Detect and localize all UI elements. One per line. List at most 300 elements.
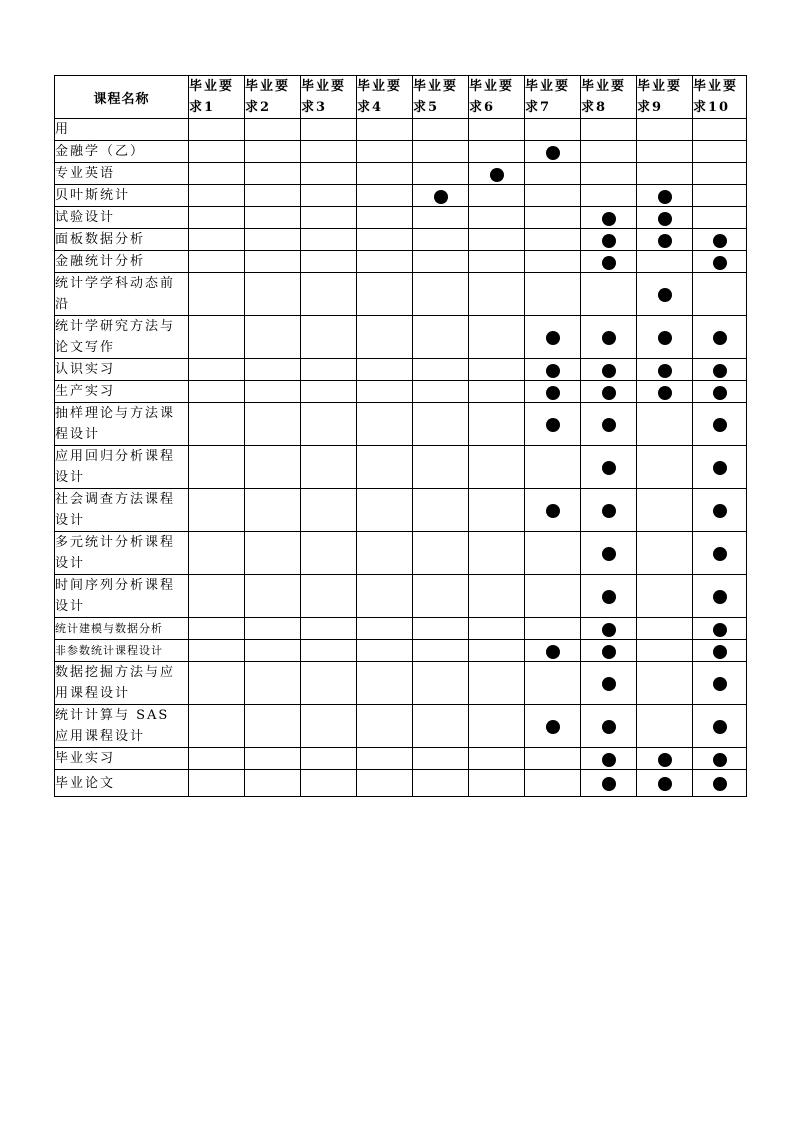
requirement-cell [637,403,693,446]
requirement-cell [581,119,637,141]
requirement-cell [413,575,469,618]
requirement-cell [357,207,413,229]
requirement-cell [693,359,747,381]
requirement-cell [469,575,525,618]
requirement-header: 毕业要求4 [357,76,413,119]
requirement-cell [189,618,245,640]
requirement-cell [637,446,693,489]
requirement-cell [301,316,357,359]
filled-circle-mark-icon [602,645,616,659]
requirement-cell [525,770,581,797]
requirement-cell [357,229,413,251]
requirement-cell [525,705,581,748]
course-name-cell: 非参数统计课程设计 [55,640,189,662]
requirement-cell [413,403,469,446]
filled-circle-mark-icon [713,461,727,475]
requirement-cell [637,163,693,185]
requirement-cell [357,251,413,273]
requirement-cell [469,141,525,163]
requirement-cell [581,273,637,316]
table-row [55,381,747,403]
requirement-cell [189,532,245,575]
filled-circle-mark-icon [713,256,727,270]
course-name-cell: 贝叶斯统计 [55,185,189,207]
requirement-cell [693,532,747,575]
requirement-cell [637,141,693,163]
requirement-cell [693,403,747,446]
requirement-cell [301,640,357,662]
filled-circle-mark-icon [602,256,616,270]
matrix-body [55,119,747,797]
requirement-cell [469,163,525,185]
requirement-cell [357,403,413,446]
requirement-cell [581,359,637,381]
filled-circle-mark-icon [713,547,727,561]
course-name-cell: 数据挖掘方法与应用课程设计 [55,662,189,705]
requirement-cell [469,640,525,662]
table-row [55,359,747,381]
table-row [55,119,747,141]
requirement-cell [413,618,469,640]
requirement-cell [301,748,357,770]
filled-circle-mark-icon [658,234,672,248]
requirement-cell [301,575,357,618]
requirement-cell [637,251,693,273]
course-name-cell: 金融学（乙） [55,141,189,163]
course-name-header: 课程名称 [55,76,189,119]
requirement-cell [357,446,413,489]
requirement-cell [693,618,747,640]
requirement-cell [245,705,301,748]
requirement-cell [413,163,469,185]
requirement-cell [525,532,581,575]
requirement-cell [525,273,581,316]
requirement-cell [245,273,301,316]
requirement-cell [189,705,245,748]
requirement-cell [637,575,693,618]
requirement-cell [357,489,413,532]
requirement-cell [525,403,581,446]
requirement-cell [245,141,301,163]
requirement-cell [637,185,693,207]
requirement-cell [189,381,245,403]
requirement-cell [245,770,301,797]
requirement-cell [413,141,469,163]
filled-circle-mark-icon [602,418,616,432]
requirement-cell [469,316,525,359]
requirement-cell [301,770,357,797]
requirement-cell [245,575,301,618]
filled-circle-mark-icon [713,720,727,734]
course-name-cell: 用 [55,119,189,141]
requirement-cell [413,381,469,403]
filled-circle-mark-icon [602,677,616,691]
course-name-cell: 抽样理论与方法课程设计 [55,403,189,446]
requirement-cell [469,251,525,273]
requirement-cell [357,575,413,618]
requirement-cell [301,381,357,403]
requirement-cell [581,185,637,207]
requirement-cell [189,119,245,141]
table-row [55,618,747,640]
course-name-cell: 应用回归分析课程设计 [55,446,189,489]
requirement-cell [469,532,525,575]
filled-circle-mark-icon [658,777,672,791]
requirement-cell [189,251,245,273]
requirement-cell [581,748,637,770]
requirement-cell [693,489,747,532]
requirement-cell [245,403,301,446]
requirement-cell [301,207,357,229]
table-row [55,748,747,770]
requirement-cell [693,141,747,163]
requirement-cell [189,640,245,662]
requirement-cell [189,359,245,381]
requirement-cell [581,403,637,446]
requirement-cell [469,446,525,489]
requirement-cell [413,185,469,207]
requirement-cell [637,770,693,797]
requirement-header: 毕业要求8 [581,76,637,119]
requirement-cell [189,489,245,532]
requirement-cell [693,662,747,705]
course-name-cell: 面板数据分析 [55,229,189,251]
requirement-cell [637,316,693,359]
requirement-cell [413,662,469,705]
requirement-cell [525,748,581,770]
requirement-cell [413,705,469,748]
filled-circle-mark-icon [658,386,672,400]
requirement-cell [357,381,413,403]
requirement-cell [245,381,301,403]
requirement-cell [413,532,469,575]
filled-circle-mark-icon [602,623,616,637]
requirement-cell [189,446,245,489]
requirement-cell [301,359,357,381]
table-row [55,770,747,797]
requirement-cell [581,163,637,185]
requirement-cell [581,489,637,532]
requirement-cell [301,141,357,163]
requirement-header: 毕业要求9 [637,76,693,119]
requirement-cell [301,532,357,575]
requirement-cell [637,489,693,532]
requirement-cell [637,532,693,575]
filled-circle-mark-icon [546,364,560,378]
requirement-cell [693,446,747,489]
course-name-cell: 毕业实习 [55,748,189,770]
requirement-cell [357,359,413,381]
requirement-cell [413,446,469,489]
requirement-cell [693,640,747,662]
course-name-cell: 统计建模与数据分析 [55,618,189,640]
requirement-cell [357,618,413,640]
requirement-cell [581,662,637,705]
requirement-cell [693,251,747,273]
requirement-cell [581,705,637,748]
filled-circle-mark-icon [490,168,504,182]
requirement-cell [413,273,469,316]
table-row [55,163,747,185]
course-name-cell: 社会调查方法课程设计 [55,489,189,532]
course-name-cell: 时间序列分析课程设计 [55,575,189,618]
requirement-cell [637,119,693,141]
requirement-cell [357,748,413,770]
requirement-cell [189,575,245,618]
requirement-cell [469,119,525,141]
table-row [55,575,747,618]
course-name-cell: 金融统计分析 [55,251,189,273]
filled-circle-mark-icon [713,504,727,518]
course-name-cell: 多元统计分析课程设计 [55,532,189,575]
requirement-cell [301,446,357,489]
table-row [55,705,747,748]
requirement-cell [413,251,469,273]
table-row [55,251,747,273]
requirement-cell [469,381,525,403]
requirement-cell [525,316,581,359]
requirement-header: 毕业要求10 [693,76,747,119]
filled-circle-mark-icon [546,386,560,400]
requirement-cell [189,229,245,251]
requirement-cell [469,207,525,229]
requirement-cell [469,662,525,705]
course-name-cell: 统计计算与 SAS 应用课程设计 [55,705,189,748]
table-row [55,185,747,207]
requirement-cell [581,381,637,403]
requirement-cell [189,316,245,359]
table-row [55,316,747,359]
filled-circle-mark-icon [658,288,672,302]
requirement-cell [581,446,637,489]
requirement-cell [301,489,357,532]
requirement-cell [189,403,245,446]
filled-circle-mark-icon [602,753,616,767]
filled-circle-mark-icon [602,212,616,226]
requirement-cell [245,662,301,705]
filled-circle-mark-icon [713,645,727,659]
filled-circle-mark-icon [713,386,727,400]
filled-circle-mark-icon [713,777,727,791]
filled-circle-mark-icon [602,590,616,604]
table-row [55,207,747,229]
requirement-cell [245,618,301,640]
course-name-cell: 专业英语 [55,163,189,185]
requirement-cell [245,446,301,489]
requirement-cell [245,316,301,359]
requirement-cell [301,273,357,316]
requirement-header: 毕业要求1 [189,76,245,119]
requirement-cell [245,251,301,273]
table-row [55,446,747,489]
requirement-cell [525,381,581,403]
filled-circle-mark-icon [602,364,616,378]
requirement-cell [581,229,637,251]
filled-circle-mark-icon [602,234,616,248]
requirement-cell [637,662,693,705]
filled-circle-mark-icon [713,234,727,248]
requirement-cell [189,141,245,163]
course-requirement-matrix [54,75,747,797]
requirement-cell [469,273,525,316]
requirement-cell [581,207,637,229]
table-row [55,489,747,532]
requirement-cell [357,185,413,207]
requirement-cell [525,119,581,141]
requirement-cell [245,163,301,185]
filled-circle-mark-icon [658,331,672,345]
table-row [55,403,747,446]
requirement-cell [245,119,301,141]
requirement-cell [245,359,301,381]
requirement-cell [357,770,413,797]
requirement-cell [581,251,637,273]
requirement-cell [525,662,581,705]
requirement-cell [189,748,245,770]
table-row [55,662,747,705]
filled-circle-mark-icon [546,720,560,734]
filled-circle-mark-icon [546,331,560,345]
requirement-cell [525,359,581,381]
requirement-cell [693,207,747,229]
requirement-cell [637,229,693,251]
requirement-cell [469,618,525,640]
requirement-cell [469,403,525,446]
requirement-cell [581,532,637,575]
requirement-cell [637,640,693,662]
requirement-cell [469,489,525,532]
filled-circle-mark-icon [602,504,616,518]
requirement-cell [637,381,693,403]
filled-circle-mark-icon [546,645,560,659]
requirement-cell [357,532,413,575]
requirement-cell [357,163,413,185]
requirement-cell [637,359,693,381]
course-name-cell: 毕业论文 [55,770,189,797]
filled-circle-mark-icon [602,547,616,561]
filled-circle-mark-icon [658,212,672,226]
requirement-cell [301,662,357,705]
requirement-header: 毕业要求7 [525,76,581,119]
requirement-cell [525,185,581,207]
course-name-cell: 统计学研究方法与论文写作 [55,316,189,359]
requirement-cell [413,748,469,770]
filled-circle-mark-icon [658,190,672,204]
requirement-cell [413,770,469,797]
requirement-cell [245,229,301,251]
filled-circle-mark-icon [713,590,727,604]
requirement-cell [525,618,581,640]
requirement-cell [581,618,637,640]
table-row [55,229,747,251]
course-name-cell: 统计学学科动态前沿 [55,273,189,316]
requirement-cell [581,640,637,662]
requirement-cell [693,575,747,618]
requirement-cell [357,705,413,748]
requirement-cell [357,119,413,141]
requirement-cell [357,141,413,163]
course-name-cell: 试验设计 [55,207,189,229]
requirement-cell [581,316,637,359]
requirement-cell [189,662,245,705]
filled-circle-mark-icon [546,418,560,432]
requirement-cell [581,575,637,618]
requirement-cell [189,163,245,185]
table-row [55,273,747,316]
requirement-cell [525,640,581,662]
requirement-cell [245,748,301,770]
requirement-cell [469,770,525,797]
requirement-cell [301,163,357,185]
requirement-header: 毕业要求6 [469,76,525,119]
requirement-cell [357,316,413,359]
requirement-cell [245,185,301,207]
requirement-cell [693,770,747,797]
requirement-header: 毕业要求5 [413,76,469,119]
requirement-cell [413,640,469,662]
filled-circle-mark-icon [713,623,727,637]
course-name-cell: 生产实习 [55,381,189,403]
requirement-cell [301,229,357,251]
requirement-cell [693,119,747,141]
filled-circle-mark-icon [713,753,727,767]
requirement-cell [245,489,301,532]
requirement-cell [413,229,469,251]
requirement-cell [245,640,301,662]
filled-circle-mark-icon [602,331,616,345]
requirement-cell [357,273,413,316]
requirement-cell [637,705,693,748]
filled-circle-mark-icon [713,364,727,378]
filled-circle-mark-icon [602,386,616,400]
requirement-cell [469,359,525,381]
requirement-cell [469,748,525,770]
filled-circle-mark-icon [602,720,616,734]
table-row [55,640,747,662]
requirement-cell [301,705,357,748]
table-row [55,532,747,575]
requirement-cell [413,119,469,141]
requirement-cell [245,207,301,229]
filled-circle-mark-icon [546,504,560,518]
filled-circle-mark-icon [658,364,672,378]
filled-circle-mark-icon [434,190,448,204]
requirement-cell [693,316,747,359]
header-row [55,76,747,119]
requirement-cell [525,207,581,229]
requirement-cell [189,207,245,229]
course-name-cell: 认识实习 [55,359,189,381]
requirement-cell [357,662,413,705]
requirement-cell [525,446,581,489]
requirement-cell [693,163,747,185]
requirement-cell [413,207,469,229]
requirement-cell [693,185,747,207]
requirement-cell [413,489,469,532]
requirement-cell [637,273,693,316]
requirement-cell [637,207,693,229]
requirement-cell [693,748,747,770]
requirement-cell [189,185,245,207]
requirement-cell [693,229,747,251]
requirement-header: 毕业要求2 [245,76,301,119]
requirement-cell [189,770,245,797]
requirement-cell [413,359,469,381]
requirement-cell [581,770,637,797]
filled-circle-mark-icon [713,677,727,691]
requirement-cell [525,141,581,163]
requirement-cell [469,705,525,748]
